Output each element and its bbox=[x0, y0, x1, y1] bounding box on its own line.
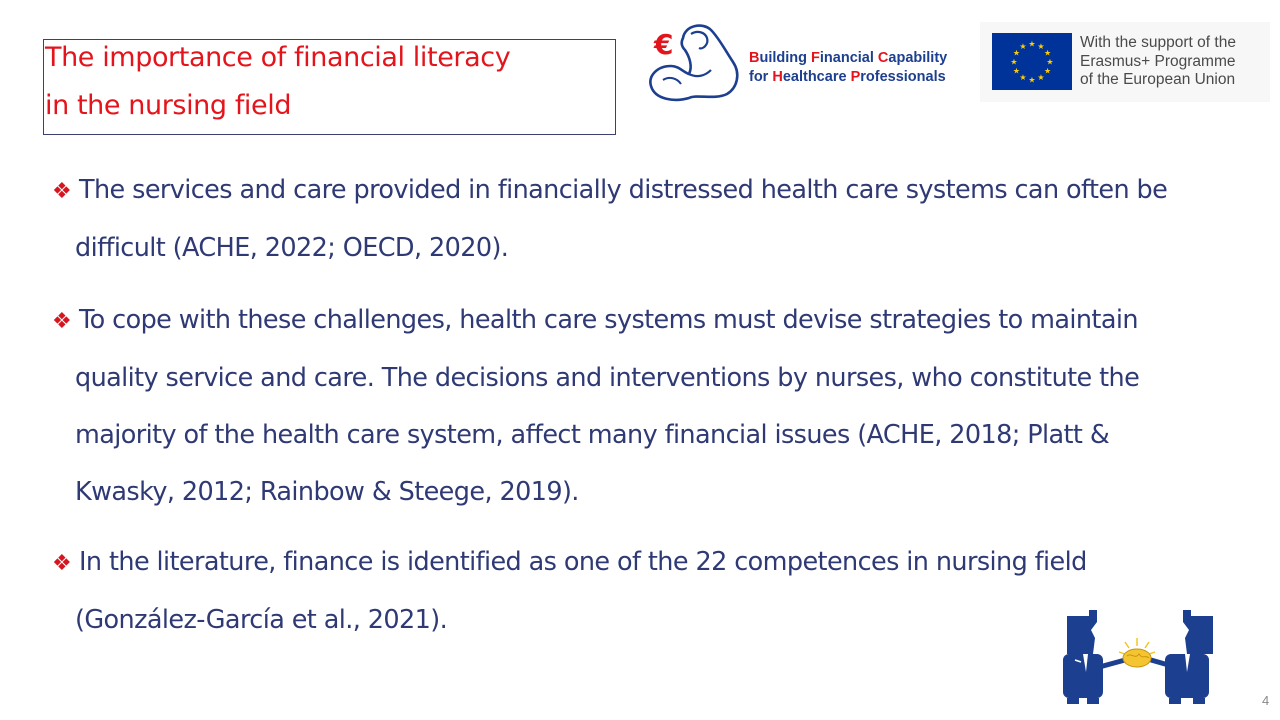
eu-line-2: Erasmus+ Programme bbox=[1080, 52, 1236, 70]
eu-star-icon: ★ bbox=[1044, 48, 1052, 58]
title-box bbox=[43, 39, 616, 135]
eu-star-icon: ★ bbox=[1037, 41, 1045, 51]
project-logo-text bbox=[749, 49, 947, 87]
bullet-3-line-2: (González-García et al., 2021). bbox=[75, 605, 448, 635]
eu-star-icon: ★ bbox=[1046, 57, 1054, 67]
bullet-1-line-2: difficult (ACHE, 2022; OECD, 2020). bbox=[75, 233, 509, 263]
bullet-2-line-1: ❖ To cope with these challenges, health care systems must devise strategies to maintain bbox=[52, 305, 1138, 335]
logo-line-2: for Healthcare Professionals bbox=[749, 69, 946, 85]
svg-text:€: € bbox=[654, 28, 674, 61]
eu-support-text bbox=[1080, 34, 1236, 90]
bullet-2-line-4: Kwasky, 2012; Rainbow & Steege, 2019). bbox=[75, 477, 579, 507]
bullet-2-line-3: majority of the health care system, affect many financial issues (ACHE, 2018; Platt & bbox=[75, 420, 1110, 450]
bullet-3-line-1: ❖ In the literature, finance is identified as one of the 22 competences in nursing field bbox=[52, 547, 1087, 577]
title-line-1: The importance of financial literacy bbox=[45, 42, 511, 73]
eu-star-icon: ★ bbox=[1012, 48, 1020, 58]
bullet-2-line-2: quality service and care. The decisions and interventions by nurses, who constitute the bbox=[75, 363, 1140, 393]
project-logo bbox=[645, 20, 965, 105]
bullet-mark-icon: ❖ bbox=[52, 551, 72, 576]
eu-star-icon: ★ bbox=[1019, 73, 1027, 83]
euro-flexed-arm-icon bbox=[645, 20, 745, 105]
title-line-2: in the nursing field bbox=[45, 90, 292, 121]
eu-star-icon: ★ bbox=[1028, 75, 1036, 85]
eu-star-icon: ★ bbox=[1044, 66, 1052, 76]
eu-star-icon: ★ bbox=[1012, 66, 1020, 76]
bullet-mark-icon: ❖ bbox=[52, 179, 72, 204]
eu-line-1: With the support of the bbox=[1080, 34, 1236, 51]
eu-star-icon: ★ bbox=[1028, 39, 1036, 49]
eu-star-icon: ★ bbox=[1037, 73, 1045, 83]
logo-line-1: Building Financial Capability bbox=[749, 50, 948, 66]
eu-flag-icon bbox=[992, 33, 1072, 90]
bullet-mark-icon: ❖ bbox=[52, 309, 72, 334]
eu-support-block bbox=[980, 22, 1270, 102]
page-number: 4 bbox=[1262, 693, 1270, 708]
bullet-1-line-1: ❖ The services and care provided in financially distressed health care systems can often be bbox=[52, 175, 1168, 205]
eu-line-3: of the European Union bbox=[1080, 71, 1236, 88]
two-businessmen-sharing-brain-icon bbox=[1055, 608, 1225, 708]
eu-star-icon: ★ bbox=[1010, 57, 1018, 67]
eu-star-icon: ★ bbox=[1019, 41, 1027, 51]
